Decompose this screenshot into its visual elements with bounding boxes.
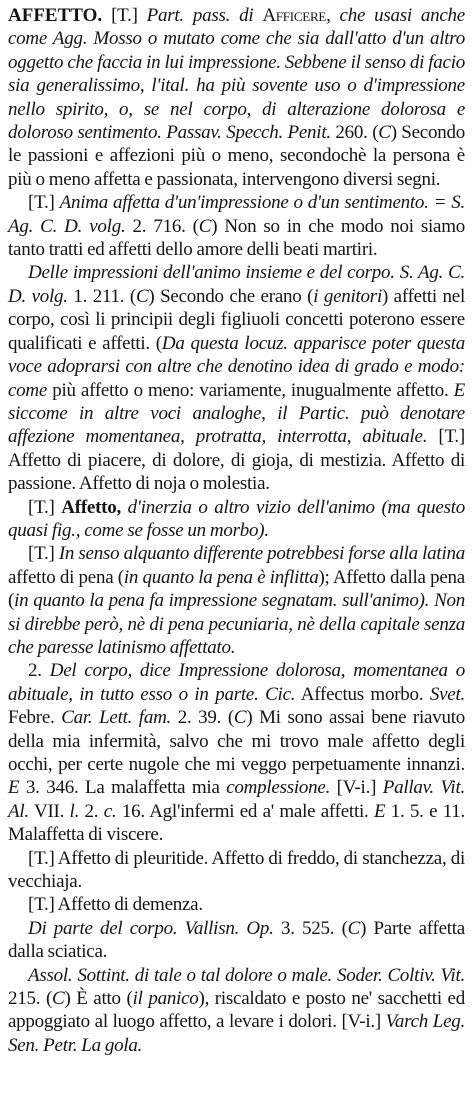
text-run: ) È atto ( [64,988,133,1010]
text-run: l. [69,800,80,822]
text-run: d'inerzia o altro vizio dell'animo (ma questo quasi fig., come se fosse un morbo). [8,496,465,541]
text-run: E [373,800,386,822]
text-run: Anima affetta d'un'impressione o d'un sentimento. = S. Ag. C. D. volg. [8,192,465,237]
text-run: In senso alquanto differente potrebbesi forse alla latina [58,543,465,565]
text-run: [T.] [28,543,59,565]
text-run: complessione. [226,777,331,799]
text-run: Affetto, [61,496,121,518]
text-run: ) Mi sono assai bene riavuto della mia infermità, salvo che mi trovo male affetto degli occhi, per certe nugole che mi veggo perpetuamente innanzi. [8,707,465,775]
text-run: 3. 525. ( [273,917,348,939]
text-run: 260. ( [330,122,379,144]
paragraph-del-corpo [8,659,465,846]
dictionary-entry-affetto [8,4,465,1057]
text-run: Car. Lett. fam. [61,707,172,729]
paragraph-assoluto [8,964,465,1058]
text-run: Varch Leg. Sen. Petr. La gola. [8,1011,466,1056]
text-run: Febre. [8,707,62,729]
text-run: ) Non so in che modo noi siamo tanto tratti ed affetti dello amore delli beati martiri. [8,215,466,261]
text-run: il panico [132,988,199,1010]
text-run: ), riscaldato e posto ne' sacchetti ed appoggiato al luogo affetto, a levare i dolori. [V-i.] [8,988,465,1033]
paragraph-pleuritide [8,847,465,894]
entry-headword: AFFETTO. [8,5,103,26]
text-run: 3. 346. La malaffetta mia [19,777,227,799]
text-run: Di parte del corpo. Vallisn. Op. [28,917,274,939]
text-run: [T.] Affetto di pleuritide. Affetto di freddo, di stanchezza, di vecchiaja. [8,847,465,893]
text-run: più affetto o meno: variamente, inugualmente affetto. [47,379,454,401]
text-run: Assol. Sottint. di tale o tal dolore o male. Soder. Coltiv. Vit. [28,964,465,986]
paragraph-demenza [8,893,465,916]
text-run: 1. 5. e 11. Malaffetta di viscere. [8,800,465,846]
paragraph-inerzia-vizio [8,496,465,543]
text-run: 2. 716. ( [125,215,199,237]
text-run: ) Parte affetta dalla sciatica. [8,917,465,963]
text-run: affetto di pena ( [8,566,124,588]
text-run: 16. Agl'infermi ed a' male affetti. [116,800,374,822]
text-run: Affectus morbo. [295,683,430,705]
text-run: [T.] [28,496,62,518]
text-run: , che usasi anche come Agg. Mosso o mutato come che sia dall'atto d'un altro oggetto che faccia in lui impressione. Sebbene il senso di facio sia generalissimo, l'ital. ha più sovente uso o d'impressione nello spirito, o, se nel corpo, di alterazione dolorosa e doloroso sentimento. Passav. Specch. Penit. [8,5,465,144]
text-run: C [233,707,247,729]
text-run: i genitori [313,285,382,307]
paragraph-senso-differente [8,542,465,659]
text-run: in quanto la pena fa impressione segnatam. sull'animo). Non si direbbe però, nè di pena pecuniaria, nè della capitale senza che paresse latinismo affettato. [8,590,465,658]
text-run: Svet. [429,683,465,705]
text-run: ) affetti nel corpo, così li principii degli figliuoli concetti poterono essere qualificati e affetti. ( [8,285,465,354]
text-run: 2. [28,660,50,682]
text-run: 1. 211. ( [67,285,136,307]
text-run: 2. [79,800,104,822]
text-run: c. [103,800,117,822]
text-run: Del corpo, dice Impressione dolorosa, momentanea o abituale, in tutto esso o in parte. Cic. [8,660,466,705]
paragraph-anima-affetta [8,191,465,261]
text-run: Da questa locuz. apparisce poter questa voce adoprarsi con altre che denotino idea di grado e modo: come [8,332,465,401]
text-run: C [378,122,391,144]
text-run: ) Secondo le passioni e affezioni più o meno, secondochè la persona è più o meno affetta e passionata, intervengono diversi segni. [8,122,465,190]
text-run: C [198,215,212,237]
text-run: [V-i.] [330,777,383,799]
paragraph-parte-del-corpo [8,917,465,964]
text-run: Delle impressioni dell'animo insieme e del corpo. S. Ag. C. D. volg. [8,262,465,307]
text-run: C [135,285,149,307]
text-run: 215. ( [8,988,53,1010]
text-run: [T.] [28,192,60,214]
text-run: Pallav. Vit. Al. [8,777,465,822]
text-run: E [8,777,20,799]
text-run: C [52,988,65,1010]
text-run: ); Affetto dalla pena ( [8,566,465,612]
paragraph-definition [8,4,465,191]
text-run: [T.] Affetto di demenza. [28,894,203,916]
text-run: VII. [28,800,70,822]
text-run: in quanto la pena è inflitta [123,566,319,588]
text-run: [T.] Affetto di piacere, di dolore, di gioja, di mestizia. Affetto di passione. Affetto di noja o molestia. [8,426,465,495]
paragraph-impressioni-animo-corpo [8,261,465,495]
text-run: Afficere [262,5,327,26]
text-run: E siccome in altre voci analoghe, il Partic. può denotare affezione momentanea, protratta, interrotta, abituale. [8,379,465,448]
text-run: ) Secondo che erano ( [148,285,314,307]
text-run: C [347,917,361,939]
text-run: Part. pass. di [146,5,263,26]
text-run: 2. 39. ( [171,707,234,729]
text-run: [T.] [102,5,147,26]
